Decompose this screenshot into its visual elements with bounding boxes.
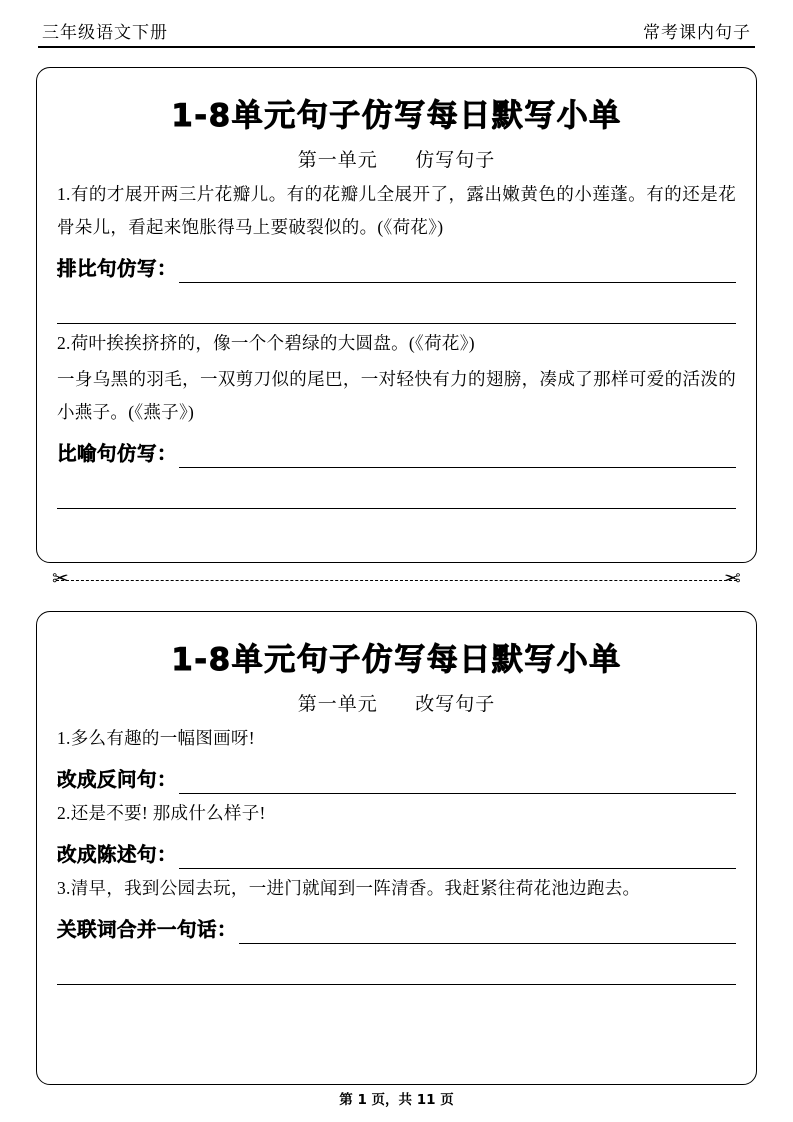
card2-answer-row-2 bbox=[57, 839, 736, 869]
card1-answer-line-2a[interactable] bbox=[179, 441, 736, 468]
scissors-icon-right: ✂ bbox=[724, 566, 741, 590]
card1-subtitle bbox=[57, 145, 736, 172]
card2-title: 1-8单元句子仿写每日默写小单 bbox=[171, 642, 622, 678]
card2-question-2: 2.还是不要! 那成什么样子! bbox=[57, 803, 266, 823]
worksheet-card-2 bbox=[36, 611, 757, 1085]
card2-answer-line-3b[interactable] bbox=[57, 950, 736, 985]
cut-line bbox=[36, 566, 757, 593]
card1-question-1: 1.有的才展开两三片花瓣儿。有的花瓣儿全展开了，露出嫩黄色的小莲蓬。有的还是花骨朵儿，看起来饱胀得马上要破裂似的。(《荷花》) bbox=[57, 184, 736, 237]
card2-prompt-3: 关联词合并一句话： bbox=[57, 918, 238, 941]
card1-prompt-1: 排比句仿写： bbox=[57, 257, 178, 280]
card1-type-label: 仿写句子 bbox=[415, 150, 496, 171]
card1-title: 1-8单元句子仿写每日默写小单 bbox=[171, 98, 622, 134]
card2-answer-line-2[interactable] bbox=[179, 842, 736, 869]
card2-unit-label: 第一单元 bbox=[297, 694, 378, 715]
card2-prompt-2: 改成陈述句： bbox=[57, 843, 178, 866]
header-divider bbox=[38, 46, 755, 48]
card2-question-3: 3.清早，我到公园去玩，一进门就闻到一阵清香。我赶紧往荷花池边跑去。 bbox=[57, 878, 641, 898]
header-subject: 三年级语文下册 bbox=[42, 23, 168, 42]
card1-answer-row-1 bbox=[57, 253, 736, 283]
page-footer: 第 1 页，共 11 页 bbox=[339, 1092, 454, 1108]
card1-answer-line-2b[interactable] bbox=[57, 474, 736, 509]
scissors-icon-left: ✂ bbox=[52, 566, 69, 590]
card1-question-2b: 一身乌黑的羽毛，一双剪刀似的尾巴，一对轻快有力的翅膀，凑成了那样可爱的活泼的小燕子。(《燕子》) bbox=[57, 369, 736, 422]
card2-type-label: 改写句子 bbox=[415, 694, 496, 715]
page-header bbox=[36, 18, 757, 46]
dashed-divider bbox=[56, 580, 737, 581]
card2-subtitle bbox=[57, 689, 736, 716]
card1-answer-line-1a[interactable] bbox=[179, 256, 736, 283]
card1-answer-line-1b[interactable] bbox=[57, 289, 736, 324]
card2-answer-line-3a[interactable] bbox=[239, 917, 736, 944]
card2-answer-line-1[interactable] bbox=[179, 767, 736, 794]
card2-answer-row-3 bbox=[57, 914, 736, 944]
card1-unit-label: 第一单元 bbox=[297, 150, 378, 171]
card2-prompt-1: 改成反问句： bbox=[57, 768, 178, 791]
card1-prompt-2: 比喻句仿写： bbox=[57, 442, 178, 465]
header-topic: 常考课内句子 bbox=[643, 23, 751, 42]
card1-question-2a: 2.荷叶挨挨挤挤的，像一个个碧绿的大圆盘。(《荷花》) bbox=[57, 333, 475, 353]
card1-answer-row-2 bbox=[57, 438, 736, 468]
card2-question-1: 1.多么有趣的一幅图画呀! bbox=[57, 728, 255, 748]
worksheet-card-1 bbox=[36, 67, 757, 563]
card2-answer-row-1 bbox=[57, 764, 736, 794]
